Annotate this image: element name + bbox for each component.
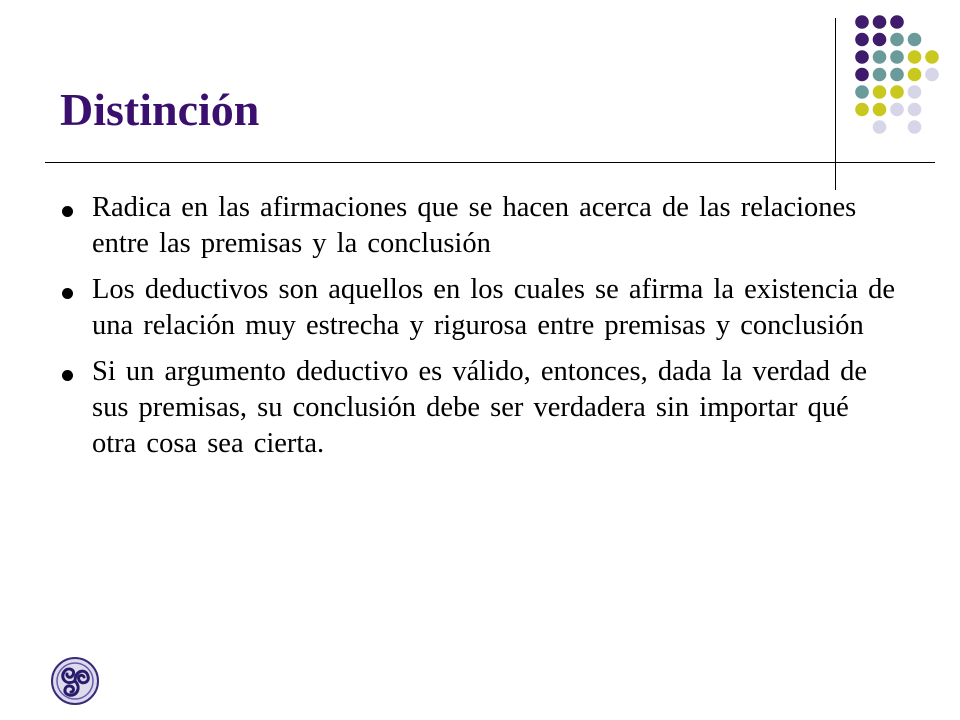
decorative-dot [908,50,922,64]
slide-title: Distinción [60,84,260,135]
bullet-icon [62,370,73,381]
bullet-icon [62,206,73,217]
decorative-dot [908,85,922,99]
celtic-triskele-icon [50,656,100,706]
bullet-icon [62,288,73,299]
decorative-dot [873,103,887,117]
decorative-dot [908,68,922,82]
decorative-dot [890,68,904,82]
decorative-dot [855,68,869,82]
decorative-dot [855,85,869,99]
decorative-dot [873,33,887,47]
decorative-dot [908,33,922,47]
decorative-dot [855,15,869,29]
decorative-dot [890,33,904,47]
decorative-dot [890,15,904,29]
decorative-dot [873,15,887,29]
decorative-dot [908,120,922,134]
decorative-dot [855,33,869,47]
decorative-dot [890,85,904,99]
decorative-dot [890,103,904,117]
decorative-dot [925,68,939,82]
decorative-dot [873,50,887,64]
decorative-dot [855,50,869,64]
vertical-divider [835,18,836,190]
bullet-list [60,190,900,472]
decorative-dot [873,68,887,82]
bullet-item [60,272,900,344]
decorative-dot [890,50,904,64]
decorative-dot [908,103,922,117]
decorative-dot [873,120,887,134]
decorative-dot [925,50,939,64]
decorative-dot [855,103,869,117]
bullet-text: Los deductivos son aquellos en los cuales se afirma la existencia de una relación muy estrecha y rigurosa entre premisas y conclusión [92,274,896,341]
bullet-text: Radica en las afirmaciones que se hacen acerca de las relaciones entre las premisas y la conclusión [92,192,857,259]
bullet-text: Si un argumento deductivo es válido, entonces, dada la verdad de sus premisas, su conclusión debe ser verdadera sin importar qué otra cosa sea cierta. [92,356,868,459]
title-underline [45,162,935,163]
bullet-item [60,354,900,462]
bullet-item [60,190,900,262]
decorative-dot [873,85,887,99]
